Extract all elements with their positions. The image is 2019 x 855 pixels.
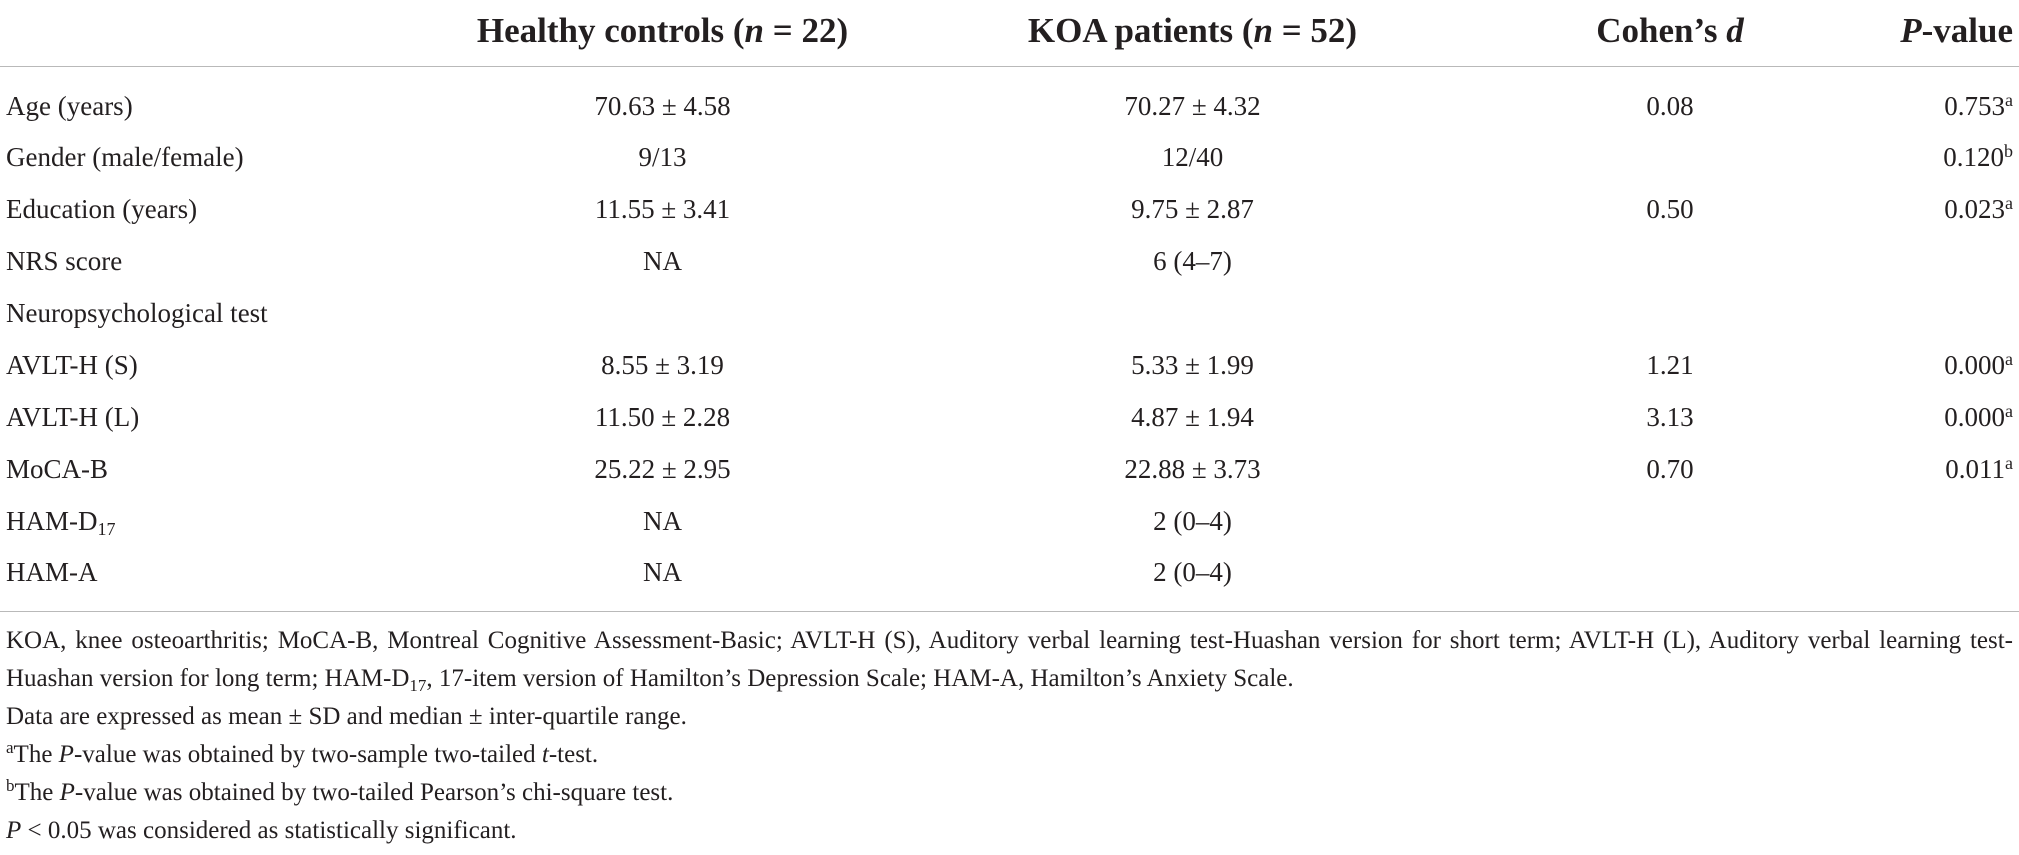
cell-cohens-d (1500, 131, 1840, 183)
table-row (0, 183, 2019, 235)
table-row (0, 339, 2019, 391)
header-koa-patients: KOA patients (n = 52) (885, 0, 1500, 67)
cell-koa-patients: 2 (0–4) (1153, 556, 1232, 587)
cell-healthy-controls: NA (643, 505, 682, 536)
table-row (0, 391, 2019, 443)
footnote-data-expression: Data are expressed as mean ± SD and median ± inter-quartile range. (6, 703, 687, 730)
row-label: Age (years) (6, 90, 133, 121)
row-label: Education (years) (6, 193, 198, 224)
footnote-b: $^b$The P-value was obtained by two-tailed Pearson’s chi-square test. (6, 776, 674, 806)
cell-p-value (1840, 287, 2019, 339)
cell-cohens-d (1500, 235, 1840, 287)
cell-cohens-d: 0.08 (1646, 90, 1694, 121)
table-row (0, 287, 2019, 339)
table-row (0, 67, 2019, 132)
table-header-row (0, 0, 2019, 67)
cell-healthy-controls: NA (643, 245, 682, 276)
row-label: NRS score (6, 245, 123, 276)
table-row (0, 547, 2019, 611)
cell-cohens-d (1500, 495, 1840, 547)
table-row (0, 443, 2019, 495)
cell-koa-patients: 22.88 ± 3.73 (1124, 453, 1261, 484)
cell-koa-patients: 12/40 (1161, 141, 1224, 172)
cell-healthy-controls (440, 287, 885, 339)
cell-p-value: 0.023$^a$ (1944, 192, 2013, 224)
cell-healthy-controls: 8.55 ± 3.19 (601, 349, 724, 380)
cell-healthy-controls: 11.55 ± 3.41 (594, 193, 731, 224)
row-label: HAM-$D_{17}$ (6, 505, 116, 539)
cell-p-value (1840, 495, 2019, 547)
cell-cohens-d: 1.21 (1646, 349, 1694, 380)
row-label: AVLT-H (L) (6, 401, 140, 432)
cell-p-value (1840, 547, 2019, 611)
header-p-value: P-value (1840, 0, 2019, 67)
cell-healthy-controls: 70.63 ± 4.58 (594, 90, 731, 121)
cell-koa-patients: 70.27 ± 4.32 (1124, 90, 1261, 121)
cell-p-value: 0.753$^a$ (1944, 89, 2013, 121)
cell-koa-patients (885, 287, 1500, 339)
cell-p-value: 0.000$^a$ (1944, 348, 2013, 380)
header-cohens-d: Cohen’s d (1500, 0, 1840, 67)
cell-koa-patients: 4.87 ± 1.94 (1131, 401, 1254, 432)
table-row (0, 131, 2019, 183)
table-body (0, 67, 2019, 612)
cell-p-value (1840, 235, 2019, 287)
row-label: HAM-A (6, 556, 98, 587)
cell-healthy-controls: 9/13 (638, 141, 687, 172)
header-empty (0, 0, 440, 67)
table-row (0, 495, 2019, 547)
header-healthy-controls: Healthy controls (n = 22) (440, 0, 885, 67)
cell-p-value: 0.000$^a$ (1944, 400, 2013, 432)
cell-cohens-d: 3.13 (1646, 401, 1694, 432)
footnote-significance: P < 0.05 was considered as statistically significant. (6, 817, 517, 844)
row-label: MoCA-B (6, 453, 109, 484)
cell-cohens-d (1500, 287, 1840, 339)
cell-healthy-controls: NA (643, 556, 682, 587)
footnote-a: $^a$The P-value was obtained by two-sample two-tailed t-test. (6, 738, 599, 768)
row-label: Neuropsychological test (6, 297, 268, 328)
cell-koa-patients: 9.75 ± 2.87 (1131, 193, 1254, 224)
cell-cohens-d: 0.50 (1646, 193, 1694, 224)
cell-p-value: 0.011$^a$ (1945, 452, 2013, 484)
cell-koa-patients: 2 (0–4) (1153, 505, 1232, 536)
cell-cohens-d (1500, 547, 1840, 611)
cell-cohens-d: 0.70 (1646, 453, 1694, 484)
cell-koa-patients: 6 (4–7) (1153, 245, 1232, 276)
row-label: AVLT-H (S) (6, 349, 138, 380)
table-row (0, 235, 2019, 287)
cell-healthy-controls: 11.50 ± 2.28 (594, 401, 731, 432)
table-footnotes (0, 612, 2019, 850)
footnote-abbreviations: KOA, knee osteoarthritis; MoCA-B, Montreal Cognitive Assessment-Basic; AVLT-H (S), Auditory verbal learning test-Huashan version for short term; AVLT-H (L), Auditory verbal learning test-Huashan version for long term; HAM-$D_{17}$, 17-item version of Hamilton’s Depression Scale; HAM-A, Hamilton’s Anxiety Scale. (6, 627, 2013, 695)
cell-healthy-controls: 25.22 ± 2.95 (594, 453, 731, 484)
row-label: Gender (male/female) (6, 141, 244, 172)
cell-koa-patients: 5.33 ± 1.99 (1131, 349, 1254, 380)
cell-p-value: 0.120$^b$ (1943, 140, 2013, 172)
